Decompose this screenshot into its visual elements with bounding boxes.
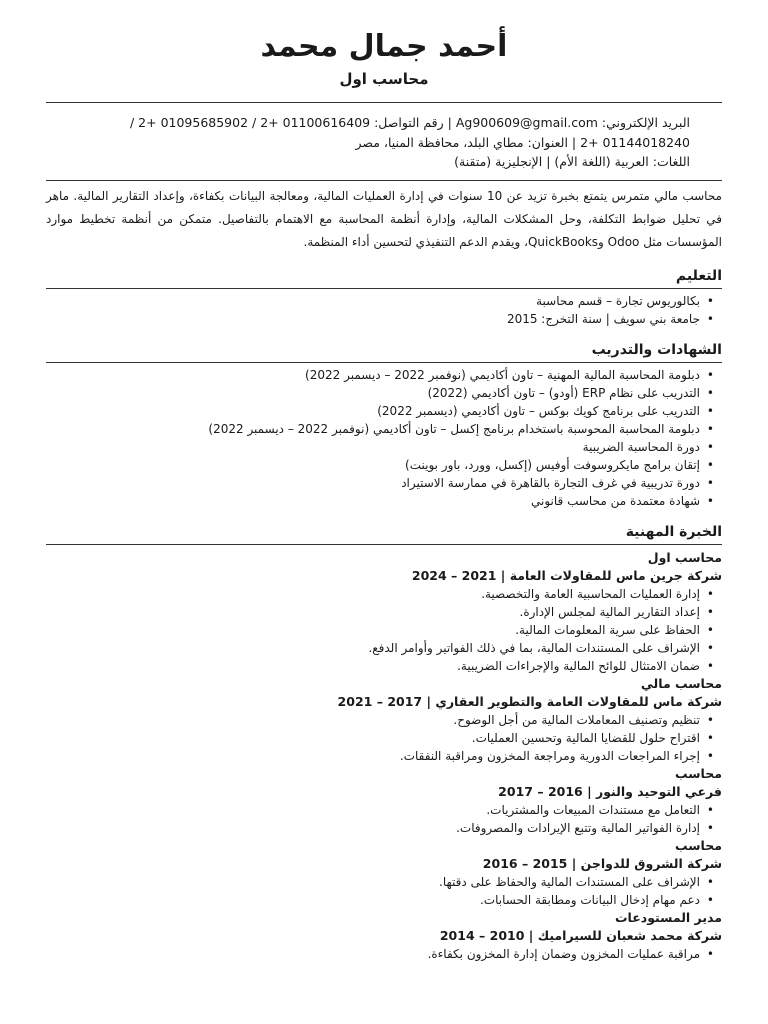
list-item: • إدارة الفواتير المالية وتتبع الإيرادات والمصروفات.: [46, 819, 700, 837]
list-item: • إجراء المراجعات الدورية ومراجعة المخزون ومراقبة النفقات.: [46, 747, 700, 765]
job-duties: [46, 873, 722, 909]
list-item: • دعم مهام إدخال البيانات ومطابقة الحسابات.: [46, 891, 700, 909]
experience-divider: [46, 544, 722, 545]
list-item: • إعداد التقارير المالية لمجلس الإدارة.: [46, 603, 700, 621]
list-item: • شهادة معتمدة من محاسب قانوني: [46, 492, 700, 510]
job-entry: [46, 909, 722, 963]
job-duties: [46, 711, 722, 765]
job-company: فرعي التوحيد والنور | 2016 – 2017: [498, 783, 722, 799]
list-item: • التدريب على نظام ERP (أودو) – تاون أكاديمي (2022): [46, 384, 700, 402]
experience-section: [46, 524, 722, 963]
job-entry: [46, 675, 722, 765]
job-company: شركة محمد شعبان للسيراميك | 2010 – 2014: [439, 927, 722, 943]
candidate-title: محاسب اول: [339, 70, 429, 88]
list-item: • دورة المحاسبة الضريبية: [46, 438, 700, 456]
summary-divider: [46, 180, 722, 181]
list-item: • التدريب على برنامج كويك بوكس – تاون أكاديمي (ديسمبر 2022): [46, 402, 700, 420]
certifications-divider: [46, 362, 722, 363]
list-item: • تنظيم وتصنيف المعاملات المالية من أجل الوضوح.: [46, 711, 700, 729]
list-item: • إتقان برامج مايكروسوفت أوفيس (إكسل، وورد، باور بوينت): [46, 456, 700, 474]
job-role: مدير المستودعات: [614, 909, 722, 925]
job-company: شركة ماس للمقاولات العامة والتطوير العقاري | 2017 – 2021: [337, 693, 722, 709]
certifications-section: [46, 342, 722, 510]
job-role: محاسب مالي: [640, 675, 722, 691]
education-section: [46, 268, 722, 328]
education-heading: التعليم: [675, 267, 722, 284]
list-item: • جامعة بني سويف | سنة التخرج: 2015: [46, 310, 700, 328]
list-item: • الحفاظ على سرية المعلومات المالية.: [46, 621, 700, 639]
candidate-name: أحمد جمال محمد: [260, 29, 508, 64]
list-item: • اقتراح حلول للقضايا المالية وتحسين العمليات.: [46, 729, 700, 747]
job-duties: [46, 801, 722, 837]
job-duties: [46, 585, 722, 675]
list-item: • التعامل مع مستندات المبيعات والمشتريات.: [46, 801, 700, 819]
job-role: محاسب اول: [647, 549, 722, 565]
certifications-heading: الشهادات والتدريب: [591, 341, 722, 358]
job-role: محاسب: [675, 765, 722, 781]
contact-block: [46, 103, 722, 172]
education-divider: [46, 288, 722, 289]
job-role: محاسب: [675, 837, 722, 853]
job-entry: [46, 549, 722, 675]
job-entry: [46, 765, 722, 837]
list-item: • الإشراف على المستندات المالية، بما في ذلك الفواتير وأوامر الدفع.: [46, 639, 700, 657]
experience-heading: الخبرة المهنية: [625, 523, 722, 540]
list-item: • دبلومة المحاسبة المحوسبة باستخدام برنامج إكسل – تاون أكاديمي (نوفمبر 2022 – ديسمبر 2022): [46, 420, 700, 438]
contact-line-languages: اللغات: العربية (اللغة الأم) | الإنجليزية (متقنة): [454, 154, 690, 169]
job-duties: [46, 945, 722, 963]
job-company: شركة الشروق للدواجن | 2015 – 2016: [482, 855, 722, 871]
list-item: • مراقبة عمليات المخزون وضمان إدارة المخزون بكفاءة.: [46, 945, 700, 963]
list-item: • الإشراف على المستندات المالية والحفاظ على دقتها.: [46, 873, 700, 891]
list-item: • دبلومة المحاسبة المالية المهنية – تاون أكاديمي (نوفمبر 2022 – ديسمبر 2022): [46, 366, 700, 384]
professional-summary: محاسب مالي متمرس يتمتع بخبرة تزيد عن 10 سنوات في إدارة العمليات المالية، ومعالجة البيانات بكفاءة، وإعداد التقارير المالية. ماهر في تحليل ضوابط التكلفة، وحل المشكلات المالية، وإدارة أنظمة المحاسبة مع الاهتمام بالتفاصيل. متمكن من أنظمة تخطيط موارد المؤسسات مثل Odoo وQuickBooks، ويقدم الدعم التنفيذي لتحسين أداء المنظمة.: [46, 188, 722, 249]
job-entry: [46, 837, 722, 909]
contact-line-email-phone: البريد الإلكتروني: Ag900609@gmail.com | رقم التواصل: 01100616409 +2 / 01095685902 +2 /: [129, 115, 690, 130]
certifications-list: [46, 366, 722, 510]
list-item: • ضمان الامتثال للوائح المالية والإجراءات الضريبية.: [46, 657, 700, 675]
contact-line-address: 01144018240 +2 | العنوان: مطاي البلد، محافظة المنيا، مصر: [355, 134, 690, 150]
education-list: [46, 292, 722, 328]
list-item: • إدارة العمليات المحاسبية العامة والتخصصية.: [46, 585, 700, 603]
list-item: • دورة تدريبية في غرف التجارة بالقاهرة في ممارسة الاستيراد: [46, 474, 700, 492]
job-company: شركة جرين ماس للمقاولات العامة | 2021 – 2024: [411, 567, 722, 583]
list-item: • بكالوريوس تجارة – قسم محاسبة: [46, 292, 700, 310]
